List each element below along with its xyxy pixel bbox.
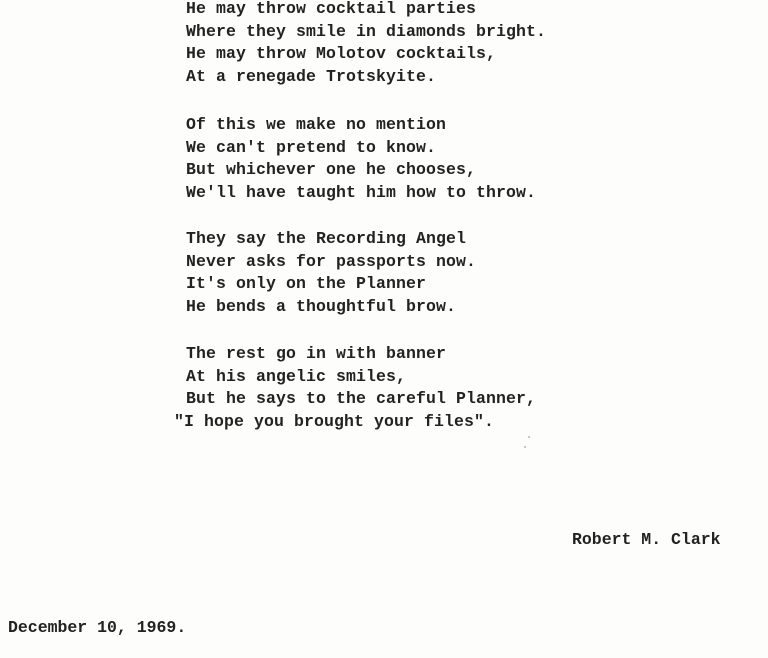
poem-line: It's only on the Planner bbox=[186, 274, 427, 294]
poem-stanza-4 bbox=[174, 343, 537, 434]
poem-stanza-1 bbox=[186, 0, 546, 89]
poem-line: "I hope you brought your files". bbox=[174, 412, 495, 432]
poem-line: We'll have taught him how to throw. bbox=[186, 183, 537, 203]
poem-line: He bends a thoughtful brow. bbox=[186, 297, 457, 317]
paper-speck bbox=[528, 436, 530, 438]
poem-line: At a renegade Trotskyite. bbox=[186, 67, 437, 87]
document-date: December 10, 1969. bbox=[8, 618, 187, 637]
poem-line: We can't pretend to know. bbox=[186, 137, 437, 157]
paper-speck bbox=[524, 446, 526, 448]
poem-line: He may throw cocktail parties bbox=[186, 0, 477, 18]
poem-line: Where they smile in diamonds bright. bbox=[186, 21, 547, 41]
poem-line: But he says to the careful Planner, bbox=[186, 389, 537, 409]
poem-line: At his angelic smiles, bbox=[186, 366, 407, 386]
poem-line: They say the Recording Angel bbox=[186, 229, 467, 248]
poem-line: But whichever one he chooses, bbox=[186, 160, 477, 180]
poem-line: Never asks for passports now. bbox=[186, 251, 477, 271]
poem-stanza-2 bbox=[186, 114, 536, 205]
poem-stanza-3 bbox=[186, 228, 476, 319]
poem-line: He may throw Molotov cocktails, bbox=[186, 44, 497, 64]
poem-line: The rest go in with banner bbox=[186, 344, 447, 363]
author-signature: Robert M. Clark bbox=[572, 530, 721, 549]
poem-line: Of this we make no mention bbox=[186, 115, 447, 134]
